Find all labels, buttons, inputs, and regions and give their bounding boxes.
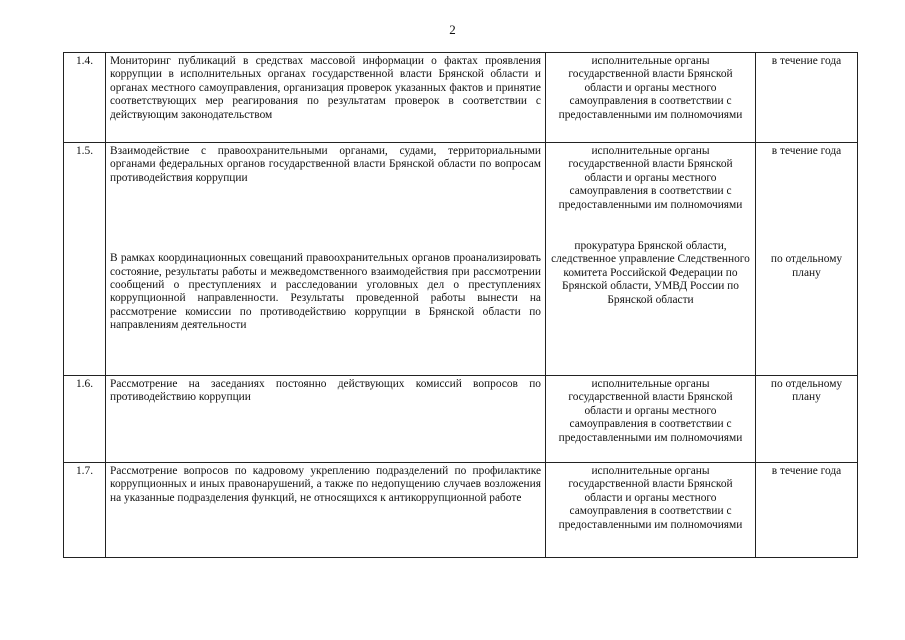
measure-text: Рассмотрение вопросов по кадровому укреплению подразделений по профилактике коррупционных и иных правонарушений, а также по недопущению случаев возложения на указанные подразделения функций, не относящихся к антикоррупционной работе — [106, 463, 546, 558]
table-row — [64, 376, 858, 463]
responsible-party: исполнительные органы государственной власти Брянской области и органы местного самоуправления в соответствии с предоставленными им полномочиями — [546, 53, 756, 143]
deadline: по отдельному плану — [756, 376, 858, 463]
table-row — [64, 463, 858, 558]
responsible-party-secondary: прокуратура Брянской области, следственное управление Следственного комитета Российской Федерации по Брянской области, УМВД России по Брянской области — [551, 240, 750, 306]
item-number: 1.4. — [64, 53, 106, 143]
responsible-party: исполнительные органы государственной власти Брянской области и органы местного самоуправления в соответствии с предоставленными им полномочиями — [558, 145, 743, 211]
measure-text: Взаимодействие с правоохранительными органами, судами, территориальными органами федеральных органов государственной власти Брянской области по вопросам противодействия коррупции — [110, 145, 541, 184]
responsible-cell — [546, 143, 756, 376]
deadline: в течение года — [756, 53, 858, 143]
measure-text: Мониторинг публикаций в средствах массовой информации о фактах проявления коррупции в исполнительных органах государственной власти Брянской области и органах местного самоуправления, организация проверок указанных фактов и принятие соответствующих мер реагирования по результатам проверок в соответствии с действующим законодательством — [106, 53, 546, 143]
action-plan-table — [63, 52, 858, 558]
page-number: 2 — [449, 22, 456, 37]
cell-spacer — [550, 212, 751, 240]
table-row — [64, 143, 858, 376]
cell-spacer — [110, 218, 541, 252]
cell-spacer — [110, 185, 541, 218]
measure-text-secondary: В рамках координационных совещаний правоохранительных органов проанализировать состояние, результаты работы и межведомственного взаимодействия при рассмотрении сообщений о преступлениях и расследовании уголовных дел о преступлениях коррупционной направленности. Результаты проведенной работы вынести на рассмотрение комиссии по противодействию коррупции в Брянской области по направлениям деятельности — [110, 252, 541, 332]
item-number: 1.7. — [64, 463, 106, 558]
table-row — [64, 53, 858, 143]
item-number: 1.6. — [64, 376, 106, 463]
measure-cell — [106, 143, 546, 376]
measure-text: Рассмотрение на заседаниях постоянно действующих комиссий вопросов по противодействию коррупции — [106, 376, 546, 463]
responsible-party: исполнительные органы государственной власти Брянской области и органы местного самоуправления в соответствии с предоставленными им полномочиями — [546, 463, 756, 558]
item-number: 1.5. — [64, 143, 106, 376]
deadline: в течение года — [771, 145, 842, 157]
deadline-secondary: по отдельному плану — [770, 253, 843, 279]
deadline: в течение года — [756, 463, 858, 558]
responsible-party: исполнительные органы государственной власти Брянской области и органы местного самоуправления в соответствии с предоставленными им полномочиями — [546, 376, 756, 463]
deadline-cell — [756, 143, 858, 376]
cell-spacer — [760, 158, 853, 253]
